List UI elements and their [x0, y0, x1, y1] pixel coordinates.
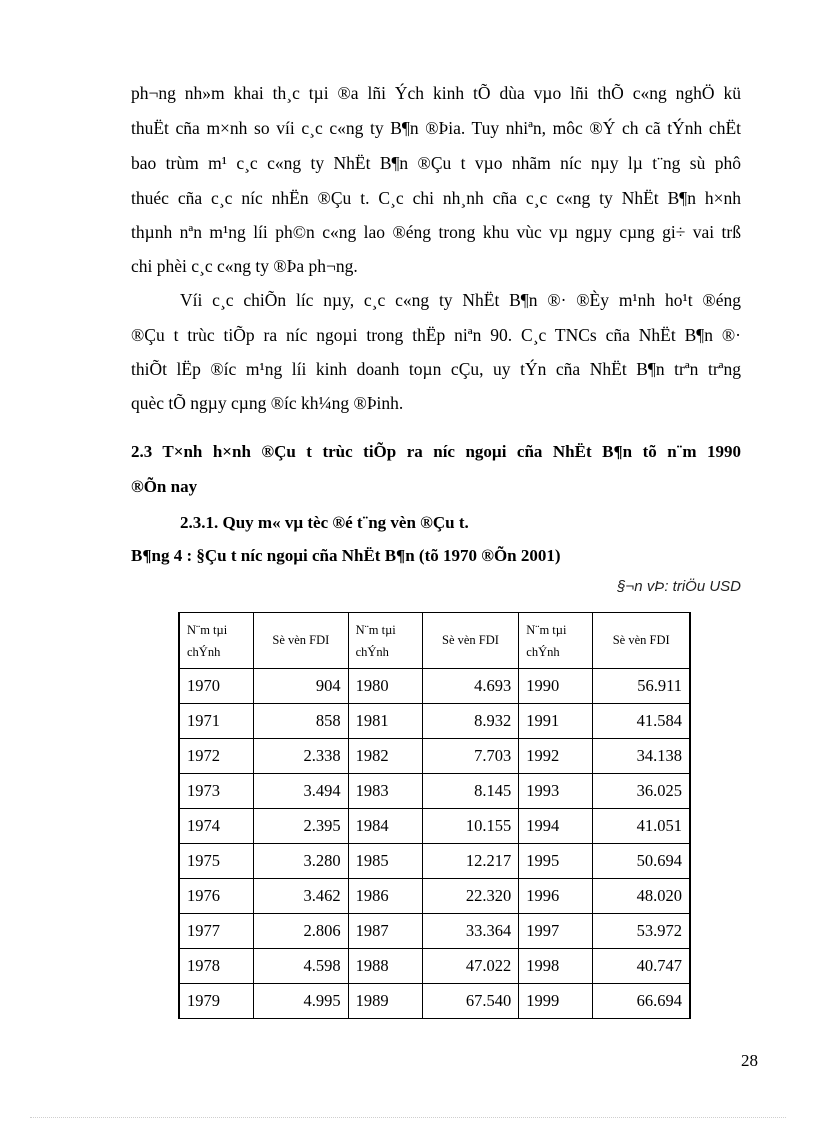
paragraph-1-line-2: thuËt cña m×nh so víi c¸c c«ng ty B¶n ®Þia. Tuy nhiªn, môc ®Ý ch cã tÝnh chËt	[131, 118, 741, 138]
year-header	[348, 613, 422, 669]
value-header: Sè vèn FDI	[422, 613, 519, 669]
fdi-value-cell: 53.972	[593, 914, 690, 949]
year-cell: 1995	[519, 844, 593, 879]
year-cell: 1990	[519, 669, 593, 704]
fdi-value-cell: 8.145	[422, 774, 519, 809]
fdi-value-cell: 66.694	[593, 984, 690, 1019]
fdi-value-cell: 4.995	[254, 984, 348, 1019]
year-cell: 1997	[519, 914, 593, 949]
fdi-value-cell: 56.911	[593, 669, 690, 704]
table-row	[179, 879, 690, 914]
table-row	[179, 914, 690, 949]
fdi-table	[178, 612, 691, 1019]
table-row	[179, 949, 690, 984]
year-header	[179, 613, 254, 669]
year-cell: 1976	[179, 879, 254, 914]
year-cell: 1985	[348, 844, 422, 879]
year-header-line-2: chÝnh	[355, 644, 389, 659]
fdi-value-cell: 8.932	[422, 704, 519, 739]
unit-note: §¬n vÞ: triÖu USD	[617, 578, 741, 595]
fdi-value-cell: 33.364	[422, 914, 519, 949]
fdi-value-cell: 3.280	[254, 844, 348, 879]
year-cell: 1972	[179, 739, 254, 774]
fdi-value-cell: 904	[254, 669, 348, 704]
paragraph-2-line-4: quèc tÕ ngµy cµng ®íc kh¼ng ®Þinh.	[131, 393, 404, 413]
table-caption: B¶ng 4 : §Çu t níc ngoµi cña NhËt B¶n (tõ 1970 ®Õn 2001)	[131, 546, 561, 565]
fdi-value-cell: 22.320	[422, 879, 519, 914]
table-row	[179, 739, 690, 774]
section-heading-line-1: 2.3 T×nh h×nh ®Çu t trùc tiÕp ra níc ngoµi cña NhËt B¶n tõ n¨m 1990	[131, 442, 741, 461]
fdi-value-cell: 2.395	[254, 809, 348, 844]
year-cell: 1982	[348, 739, 422, 774]
table-row	[179, 669, 690, 704]
year-header-line-1: N¨m tµi	[355, 622, 396, 637]
year-header-line-1: N¨m tµi	[526, 622, 567, 637]
year-cell: 1993	[519, 774, 593, 809]
year-cell: 1998	[519, 949, 593, 984]
fdi-value-cell: 36.025	[593, 774, 690, 809]
fdi-value-cell: 3.462	[254, 879, 348, 914]
fdi-value-cell: 7.703	[422, 739, 519, 774]
fdi-value-cell: 858	[254, 704, 348, 739]
year-header-line-1: N¨m tµi	[187, 622, 228, 637]
year-cell: 1978	[179, 949, 254, 984]
value-header: Sè vèn FDI	[254, 613, 348, 669]
table-row	[179, 844, 690, 879]
fdi-value-cell: 4.693	[422, 669, 519, 704]
table-row	[179, 809, 690, 844]
fdi-value-cell: 47.022	[422, 949, 519, 984]
subsection-heading: 2.3.1. Quy m« vµ tèc ®é t¨ng vèn ®Çu t.	[180, 513, 469, 532]
paragraph-2-line-3: thiÕt lËp ®íc m¹ng líi kinh doanh toµn cÇu, uy tÝn cña NhËt B¶n trªn trªng	[131, 359, 741, 379]
year-cell: 1984	[348, 809, 422, 844]
year-cell: 1974	[179, 809, 254, 844]
value-header: Sè vèn FDI	[593, 613, 690, 669]
year-cell: 1973	[179, 774, 254, 809]
fdi-value-cell: 50.694	[593, 844, 690, 879]
year-cell: 1986	[348, 879, 422, 914]
footer-divider	[30, 1117, 786, 1118]
page-number: 28	[741, 1051, 758, 1070]
paragraph-1-line-6: chi phèi c¸c c«ng ty ®Þa ph¬ng.	[131, 256, 358, 276]
year-cell: 1999	[519, 984, 593, 1019]
year-header-line-2: chÝnh	[526, 644, 560, 659]
year-cell: 1987	[348, 914, 422, 949]
table-row	[179, 984, 690, 1019]
fdi-value-cell: 10.155	[422, 809, 519, 844]
table-row	[179, 774, 690, 809]
paragraph-1-line-5: thµnh nªn m¹ng líi ph©n c«ng lao ®éng trong khu vùc vµ ngµy cµng gi÷ vai trß	[131, 222, 741, 242]
paragraph-1-line-1: ph¬ng nh»m khai th¸c tµi ®a lñi Ých kinh tÕ dùa vµo lñi thÕ c«ng nghÖ kü	[131, 83, 741, 103]
table-body	[179, 669, 690, 1019]
year-cell: 1977	[179, 914, 254, 949]
fdi-value-cell: 2.806	[254, 914, 348, 949]
year-header	[519, 613, 593, 669]
fdi-value-cell: 41.584	[593, 704, 690, 739]
table-row	[179, 704, 690, 739]
section-heading-line-2: ®Õn nay	[131, 477, 198, 496]
fdi-value-cell: 2.338	[254, 739, 348, 774]
year-cell: 1991	[519, 704, 593, 739]
year-cell: 1970	[179, 669, 254, 704]
fdi-value-cell: 48.020	[593, 879, 690, 914]
year-cell: 1983	[348, 774, 422, 809]
year-cell: 1980	[348, 669, 422, 704]
fdi-value-cell: 12.217	[422, 844, 519, 879]
year-cell: 1994	[519, 809, 593, 844]
fdi-value-cell: 41.051	[593, 809, 690, 844]
year-cell: 1996	[519, 879, 593, 914]
year-cell: 1989	[348, 984, 422, 1019]
year-cell: 1971	[179, 704, 254, 739]
table-header-row	[179, 613, 690, 669]
paragraph-1-line-4: thuéc cña c¸c níc nhËn ®Çu t. C¸c chi nh¸nh cña c¸c c«ng ty NhËt B¶n h×nh	[131, 188, 741, 208]
paragraph-1-line-3: bao trùm m¹ c¸c c«ng ty NhËt B¶n ®Çu t vµo nhãm níc nµy lµ t¨ng sù phô	[131, 153, 741, 173]
year-cell: 1988	[348, 949, 422, 984]
year-cell: 1979	[179, 984, 254, 1019]
year-header-line-2: chÝnh	[187, 644, 221, 659]
fdi-value-cell: 34.138	[593, 739, 690, 774]
paragraph-2-line-1: Víi c¸c chiÕn líc nµy, c¸c c«ng ty NhËt B¶n ®· ®Èy m¹nh ho¹t ®éng	[180, 290, 741, 310]
year-cell: 1992	[519, 739, 593, 774]
fdi-value-cell: 4.598	[254, 949, 348, 984]
year-cell: 1975	[179, 844, 254, 879]
paragraph-2-line-2: ®Çu t trùc tiÕp ra níc ngoµi trong thËp niªn 90. C¸c TNCs cña NhËt B¶n ®·	[131, 325, 741, 345]
year-cell: 1981	[348, 704, 422, 739]
fdi-value-cell: 67.540	[422, 984, 519, 1019]
fdi-value-cell: 40.747	[593, 949, 690, 984]
fdi-value-cell: 3.494	[254, 774, 348, 809]
